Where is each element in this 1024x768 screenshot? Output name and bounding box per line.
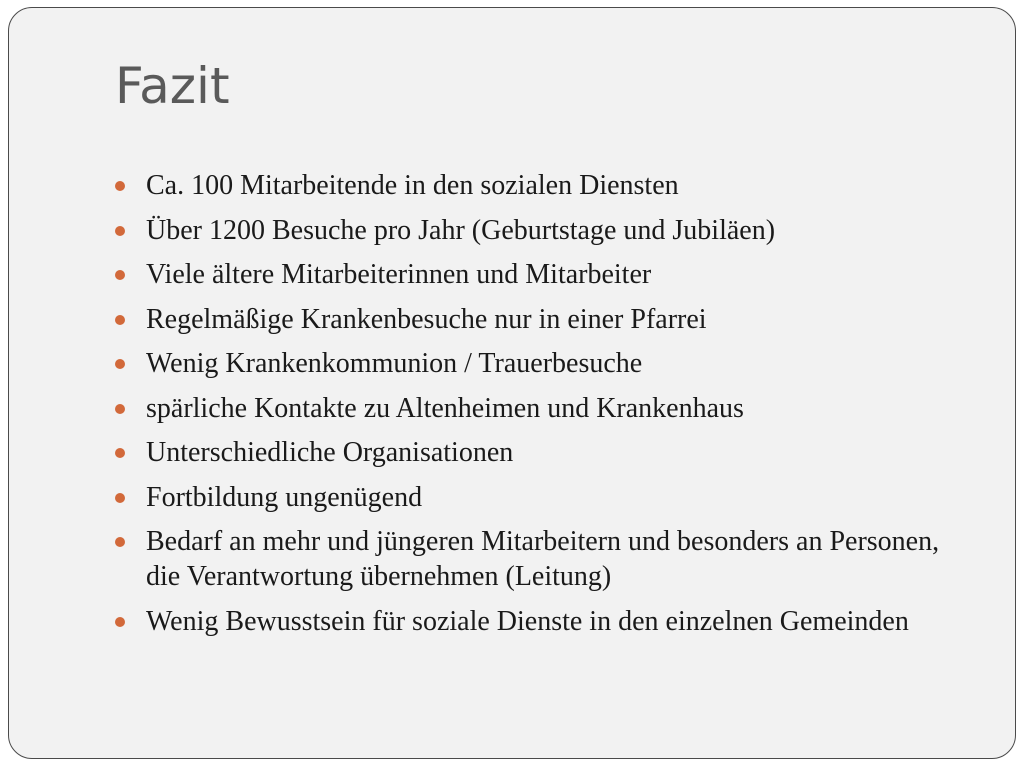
bullet-dot-icon — [115, 270, 125, 280]
bullet-text: Viele ältere Mitarbeiterinnen und Mitarbeiter — [146, 259, 652, 290]
bullet-item — [115, 524, 945, 594]
slide — [8, 7, 1016, 759]
bullet-dot-icon — [115, 315, 125, 325]
bullet-text: Wenig Bewusstsein für soziale Dienste in den einzelnen Gemeinden — [146, 605, 909, 637]
bullet-text: Fortbildung ungenügend — [146, 481, 423, 513]
bullet-dot-icon — [115, 404, 125, 414]
bullet-item — [115, 604, 945, 639]
bullet-item — [115, 346, 945, 381]
bullet-item — [115, 213, 945, 248]
bullet-dot-icon — [115, 226, 125, 236]
bullet-dot-icon — [115, 448, 125, 458]
bullet-list — [115, 168, 945, 648]
bullet-item — [115, 435, 945, 470]
bullet-item — [115, 302, 945, 337]
bullet-item — [115, 257, 945, 292]
bullet-dot-icon — [115, 493, 125, 503]
bullet-dot-icon — [115, 359, 125, 369]
bullet-item — [115, 391, 945, 426]
bullet-item — [115, 480, 945, 515]
bullet-text: Regelmäßige Krankenbesuche nur in einer Pfarrei — [146, 303, 707, 335]
bullet-text: spärliche Kontakte zu Altenheimen und Krankenhaus — [146, 392, 744, 424]
bullet-text: Unterschiedliche Organisationen — [146, 437, 514, 468]
slide-title: Fazit — [115, 57, 230, 115]
bullet-item — [115, 168, 945, 203]
bullet-text: Wenig Krankenkommunion / Trauerbesuche — [146, 348, 643, 379]
bullet-dot-icon — [115, 181, 125, 191]
bullet-text: Über 1200 Besuche pro Jahr (Geburtstage und Jubiläen) — [146, 214, 776, 246]
bullet-text: Bedarf an mehr und jüngeren Mitarbeitern und besonders an Personen, die Verantwortung übernehmen (Leitung) — [146, 526, 940, 592]
bullet-dot-icon — [115, 617, 125, 627]
bullet-text: Ca. 100 Mitarbeitende in den sozialen Diensten — [146, 170, 679, 201]
bullet-dot-icon — [115, 537, 125, 547]
